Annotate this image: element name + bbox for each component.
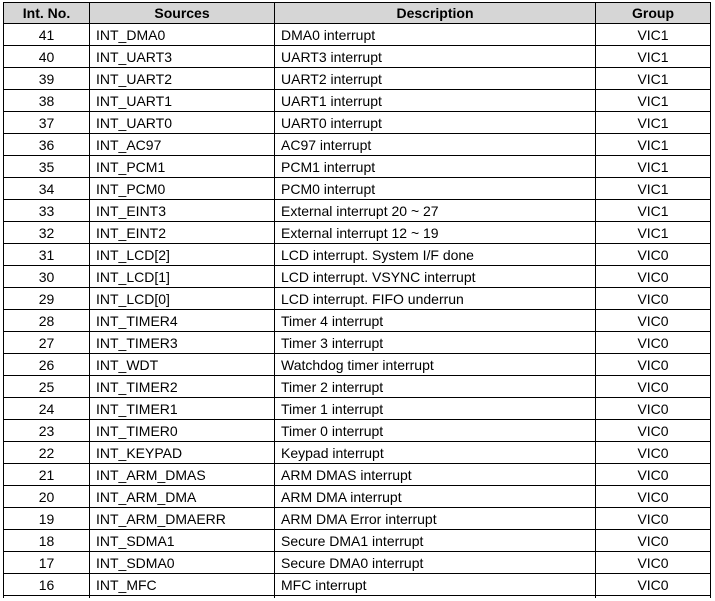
source-cell: INT_ARM_DMAERR	[90, 508, 275, 530]
group-cell: VIC0	[596, 508, 711, 530]
description-cell: DMA0 interrupt	[275, 24, 596, 46]
group-cell: VIC1	[596, 222, 711, 244]
table-row	[4, 376, 711, 398]
empty-cell	[90, 596, 275, 599]
source-cell: INT_TIMER4	[90, 310, 275, 332]
group-cell: VIC0	[596, 486, 711, 508]
source-cell: INT_ARM_DMA	[90, 486, 275, 508]
description-cell: UART1 interrupt	[275, 90, 596, 112]
table-row	[4, 90, 711, 112]
int-no-cell: 28	[4, 310, 90, 332]
int-no-cell: 40	[4, 46, 90, 68]
group-cell: VIC1	[596, 200, 711, 222]
description-cell: Timer 3 interrupt	[275, 332, 596, 354]
group-cell: VIC0	[596, 464, 711, 486]
source-cell: INT_MFC	[90, 574, 275, 596]
source-cell: INT_ARM_DMAS	[90, 464, 275, 486]
int-no-cell: 41	[4, 24, 90, 46]
int-no-cell: 17	[4, 552, 90, 574]
description-cell: PCM1 interrupt	[275, 156, 596, 178]
col-header-sources: Sources	[90, 3, 275, 24]
group-cell: VIC0	[596, 310, 711, 332]
description-cell: LCD interrupt. System I/F done	[275, 244, 596, 266]
source-cell: INT_PCM0	[90, 178, 275, 200]
table-row-cutoff	[4, 596, 711, 599]
group-cell: VIC0	[596, 574, 711, 596]
table-row	[4, 398, 711, 420]
empty-cell	[4, 596, 90, 599]
table-row	[4, 112, 711, 134]
group-cell: VIC0	[596, 442, 711, 464]
empty-cell	[596, 596, 711, 599]
int-no-cell: 36	[4, 134, 90, 156]
group-cell: VIC1	[596, 112, 711, 134]
table-row	[4, 310, 711, 332]
group-cell: VIC0	[596, 332, 711, 354]
group-cell: VIC1	[596, 178, 711, 200]
group-cell: VIC1	[596, 156, 711, 178]
table-row	[4, 200, 711, 222]
table-row	[4, 68, 711, 90]
table-row	[4, 288, 711, 310]
int-no-cell: 16	[4, 574, 90, 596]
int-no-cell: 19	[4, 508, 90, 530]
source-cell: INT_TIMER2	[90, 376, 275, 398]
group-cell: VIC0	[596, 354, 711, 376]
int-no-cell: 30	[4, 266, 90, 288]
int-no-cell: 34	[4, 178, 90, 200]
int-no-cell: 38	[4, 90, 90, 112]
int-no-cell: 32	[4, 222, 90, 244]
source-cell: INT_WDT	[90, 354, 275, 376]
int-no-cell: 23	[4, 420, 90, 442]
source-cell: INT_LCD[0]	[90, 288, 275, 310]
group-cell: VIC0	[596, 266, 711, 288]
description-cell: Watchdog timer interrupt	[275, 354, 596, 376]
int-no-cell: 29	[4, 288, 90, 310]
table-row	[4, 552, 711, 574]
description-cell: UART3 interrupt	[275, 46, 596, 68]
int-no-cell: 33	[4, 200, 90, 222]
int-no-cell: 26	[4, 354, 90, 376]
empty-cell	[275, 596, 596, 599]
table-row	[4, 574, 711, 596]
description-cell: External interrupt 12 ~ 19	[275, 222, 596, 244]
table-row	[4, 222, 711, 244]
group-cell: VIC0	[596, 552, 711, 574]
description-cell: Keypad interrupt	[275, 442, 596, 464]
table-row	[4, 178, 711, 200]
int-no-cell: 39	[4, 68, 90, 90]
table-row	[4, 442, 711, 464]
source-cell: INT_TIMER1	[90, 398, 275, 420]
int-no-cell: 21	[4, 464, 90, 486]
table-row	[4, 24, 711, 46]
table-row	[4, 354, 711, 376]
description-cell: AC97 interrupt	[275, 134, 596, 156]
source-cell: INT_SDMA1	[90, 530, 275, 552]
source-cell: INT_LCD[2]	[90, 244, 275, 266]
description-cell: LCD interrupt. FIFO underrun	[275, 288, 596, 310]
int-no-cell: 25	[4, 376, 90, 398]
int-no-cell: 20	[4, 486, 90, 508]
table-row	[4, 156, 711, 178]
description-cell: Timer 2 interrupt	[275, 376, 596, 398]
description-cell: LCD interrupt. VSYNC interrupt	[275, 266, 596, 288]
source-cell: INT_SDMA0	[90, 552, 275, 574]
table-row	[4, 464, 711, 486]
table-row	[4, 420, 711, 442]
int-no-cell: 18	[4, 530, 90, 552]
source-cell: INT_LCD[1]	[90, 266, 275, 288]
int-no-cell: 22	[4, 442, 90, 464]
source-cell: INT_AC97	[90, 134, 275, 156]
group-cell: VIC0	[596, 530, 711, 552]
description-cell: ARM DMA interrupt	[275, 486, 596, 508]
source-cell: INT_UART0	[90, 112, 275, 134]
col-header-group: Group	[596, 3, 711, 24]
source-cell: INT_TIMER3	[90, 332, 275, 354]
table-row	[4, 134, 711, 156]
group-cell: VIC0	[596, 376, 711, 398]
group-cell: VIC1	[596, 134, 711, 156]
description-cell: MFC interrupt	[275, 574, 596, 596]
description-cell: Timer 1 interrupt	[275, 398, 596, 420]
int-no-cell: 31	[4, 244, 90, 266]
group-cell: VIC1	[596, 68, 711, 90]
header-row	[4, 3, 711, 24]
source-cell: INT_UART2	[90, 68, 275, 90]
description-cell: ARM DMAS interrupt	[275, 464, 596, 486]
table-row	[4, 266, 711, 288]
description-cell: Timer 0 interrupt	[275, 420, 596, 442]
group-cell: VIC0	[596, 398, 711, 420]
description-cell: External interrupt 20 ~ 27	[275, 200, 596, 222]
int-no-cell: 24	[4, 398, 90, 420]
description-cell: Secure DMA0 interrupt	[275, 552, 596, 574]
source-cell: INT_TIMER0	[90, 420, 275, 442]
group-cell: VIC0	[596, 244, 711, 266]
description-cell: PCM0 interrupt	[275, 178, 596, 200]
table-body	[4, 24, 711, 599]
table-row	[4, 46, 711, 68]
description-cell: Secure DMA1 interrupt	[275, 530, 596, 552]
group-cell: VIC0	[596, 288, 711, 310]
source-cell: INT_EINT2	[90, 222, 275, 244]
source-cell: INT_EINT3	[90, 200, 275, 222]
description-cell: UART0 interrupt	[275, 112, 596, 134]
source-cell: INT_DMA0	[90, 24, 275, 46]
source-cell: INT_PCM1	[90, 156, 275, 178]
int-no-cell: 35	[4, 156, 90, 178]
interrupt-table	[3, 2, 711, 598]
group-cell: VIC0	[596, 420, 711, 442]
table-row	[4, 244, 711, 266]
table-row	[4, 332, 711, 354]
table-row	[4, 530, 711, 552]
col-header-int-no: Int. No.	[4, 3, 90, 24]
table-row	[4, 508, 711, 530]
group-cell: VIC1	[596, 46, 711, 68]
group-cell: VIC1	[596, 24, 711, 46]
description-cell: UART2 interrupt	[275, 68, 596, 90]
int-no-cell: 27	[4, 332, 90, 354]
source-cell: INT_KEYPAD	[90, 442, 275, 464]
table-row	[4, 486, 711, 508]
int-no-cell: 37	[4, 112, 90, 134]
source-cell: INT_UART1	[90, 90, 275, 112]
col-header-description: Description	[275, 3, 596, 24]
description-cell: Timer 4 interrupt	[275, 310, 596, 332]
description-cell: ARM DMA Error interrupt	[275, 508, 596, 530]
group-cell: VIC1	[596, 90, 711, 112]
source-cell: INT_UART3	[90, 46, 275, 68]
